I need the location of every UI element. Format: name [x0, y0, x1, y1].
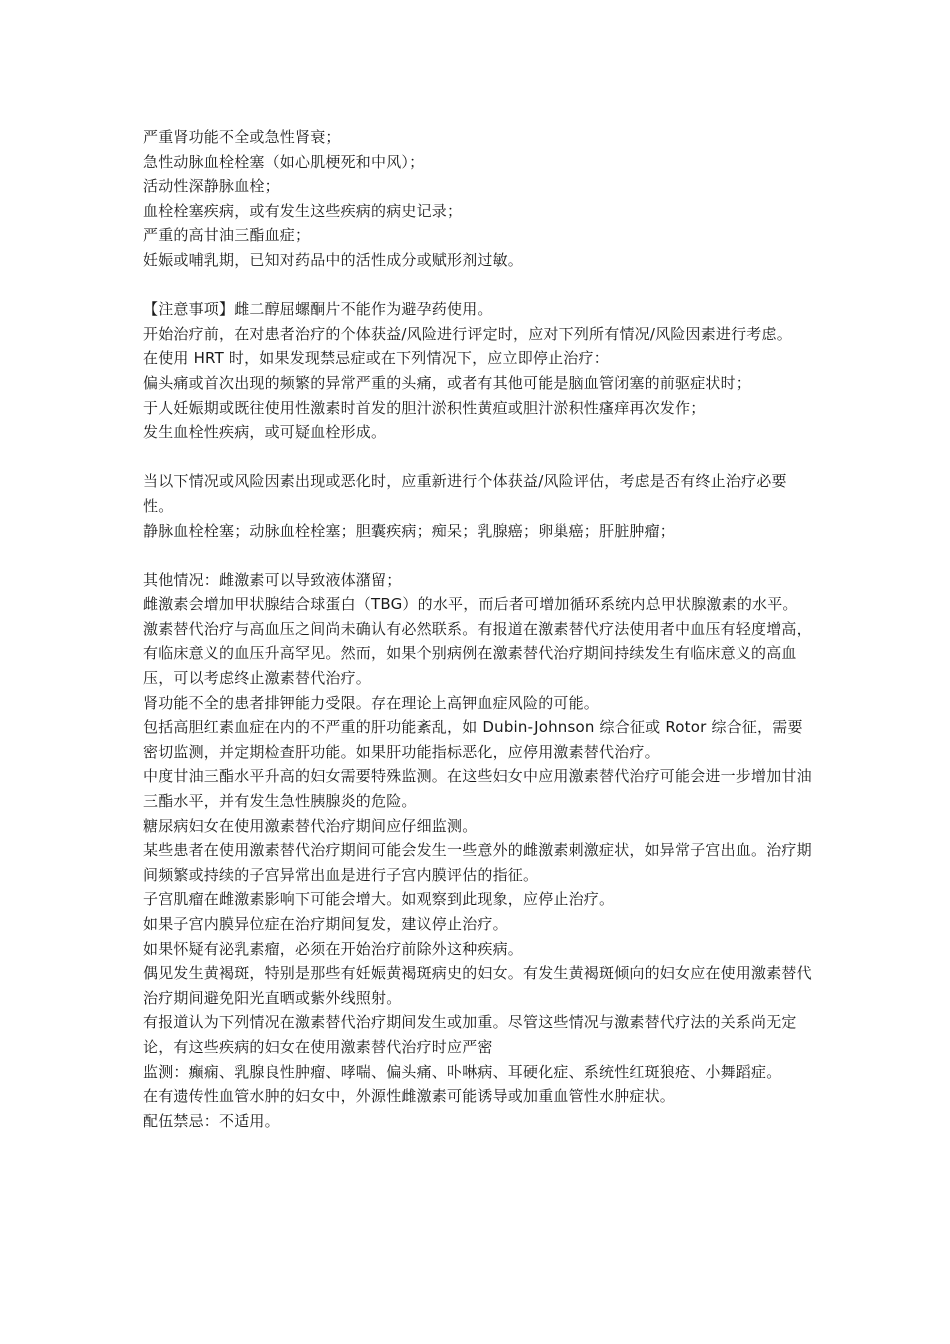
paragraph-other-liver: 包括高胆红素血症在内的不严重的肝功能紊乱，如 Dubin-Johnson 综合征或 Rotor 综合征，需要密切监测，并定期检查肝功能。如果肝功能指标恶化，应停用激素替代治疗。 — [143, 718, 803, 761]
paragraph-incompatibility: 配伍禁忌：不适用。 — [143, 1111, 280, 1130]
paragraph-other-monitoring: 监测：癫痫、乳腺良性肿瘤、哮喘、偏头痛、卟啉病、耳硬化症、系统性红斑狼疮、小舞蹈症。 — [143, 1062, 782, 1081]
paragraph-other-tbg: 雌激素会增加甲状腺结合球蛋白（TBG）的水平，而后者可增加循环系统内总甲状腺激素的水平。 — [143, 595, 798, 614]
paragraph-other-endometriosis: 如果子宫内膜异位症在治疗期间复发，建议停止治疗。 — [143, 915, 508, 933]
paragraph-other-chloasma: 偶见发生黄褐斑，特别是那些有妊娠黄褐斑病史的妇女。有发生黄褐斑倾向的妇女应在使用激素替代治疗期间避免阳光直晒或紫外线照射。 — [143, 964, 812, 1007]
paragraph-contraindication-thromboembolic: 血栓栓塞疾病，或有发生这些疾病的病史记录； — [143, 201, 463, 220]
paragraph-other-bleeding: 某些患者在使用激素替代治疗期间可能会发生一些意外的雌激素刺激症状，如异常子宫出血。治疗期间频繁或持续的子宫异常出血是进行子宫内膜评估的指征。 — [143, 841, 812, 884]
blank-line — [143, 273, 813, 298]
paragraph-precautions-stop: 在使用 HRT 时，如果发现禁忌症或在下列情况下，应立即停止治疗： — [143, 349, 609, 368]
paragraph-precautions-migraine: 偏头痛或首次出现的频繁的异常严重的头痛，或者有其他可能是脑血管闭塞的前驱症状时； — [143, 373, 752, 392]
paragraph-precautions-thrombosis: 发生血栓性疾病，或可疑血栓形成。 — [143, 423, 387, 442]
blank-line — [143, 445, 813, 470]
blank-line — [143, 543, 813, 568]
paragraph-contraindication-renal: 严重肾功能不全或急性肾衰； — [143, 128, 341, 146]
paragraph-other-renal: 肾功能不全的患者排钾能力受限。存在理论上高钾血症风险的可能。 — [143, 693, 600, 712]
paragraph-contraindication-pregnancy: 妊娠或哺乳期，已知对药品中的活性成分或赋形剂过敏。 — [143, 250, 524, 269]
paragraph-other-prolactinoma: 如果怀疑有泌乳素瘤，必须在开始治疗前除外这种疾病。 — [143, 939, 524, 958]
paragraph-contraindication-arterial: 急性动脉血栓栓塞（如心肌梗死和中风）； — [143, 152, 425, 171]
paragraph-contraindication-dvt: 活动性深静脉血栓； — [143, 177, 280, 196]
paragraph-contraindication-triglyceride: 严重的高甘油三酯血症； — [143, 226, 311, 245]
paragraph-precautions-assessment: 开始治疗前，在对患者治疗的个体获益/风险进行评定时，应对下列所有情况/风险因素进行考虑。 — [143, 324, 792, 343]
paragraph-risk-list: 静脉血栓栓塞；动脉血栓栓塞；胆囊疾病；痴呆；乳腺癌；卵巢癌；肝脏肿瘤； — [143, 521, 676, 540]
paragraph-precautions-jaundice: 于人妊娠期或既往使用性激素时首发的胆汁淤积性黄疸或胆汁淤积性瘙痒再次发作； — [143, 398, 706, 417]
paragraph-precautions-heading: 【注意事项】雌二醇屈螺酮片不能作为避孕药使用。 — [143, 300, 493, 319]
paragraph-other-angioedema: 在有遗传性血管水肿的妇女中，外源性雌激素可能诱导或加重血管性水肿症状。 — [143, 1087, 676, 1106]
document-page — [143, 125, 813, 1133]
paragraph-reassessment: 当以下情况或风险因素出现或恶化时，应重新进行个体获益/风险评估，考虑是否有终止治疗必要性。 — [143, 472, 787, 515]
paragraph-other-triglyceride: 中度甘油三酯水平升高的妇女需要特殊监测。在这些妇女中应用激素替代治疗可能会进一步增加甘油三酯水平，并有发生急性胰腺炎的危险。 — [143, 767, 812, 811]
paragraph-other-conditions: 有报道认为下列情况在激素替代治疗期间发生或加重。尽管这些情况与激素替代疗法的关系尚无定论，有这些疾病的妇女在使用激素替代治疗时应严密 — [143, 1013, 797, 1056]
paragraph-other-diabetes: 糖尿病妇女在使用激素替代治疗期间应仔细监测。 — [143, 816, 478, 835]
paragraph-other-fluid: 其他情况：雌激素可以导致液体潴留； — [143, 570, 402, 589]
paragraph-other-fibroids: 子宫肌瘤在雌激素影响下可能会增大。如观察到此现象，应停止治疗。 — [143, 890, 615, 909]
paragraph-other-hypertension: 激素替代治疗与高血压之间尚未确认有必然联系。有报道在激素替代疗法使用者中血压有轻度增高，有临床意义的血压升高罕见。然而，如果个别病例在激素替代治疗期间持续发生有临床意义的高血压，可以考虑终止激素替代治疗。 — [143, 619, 812, 688]
